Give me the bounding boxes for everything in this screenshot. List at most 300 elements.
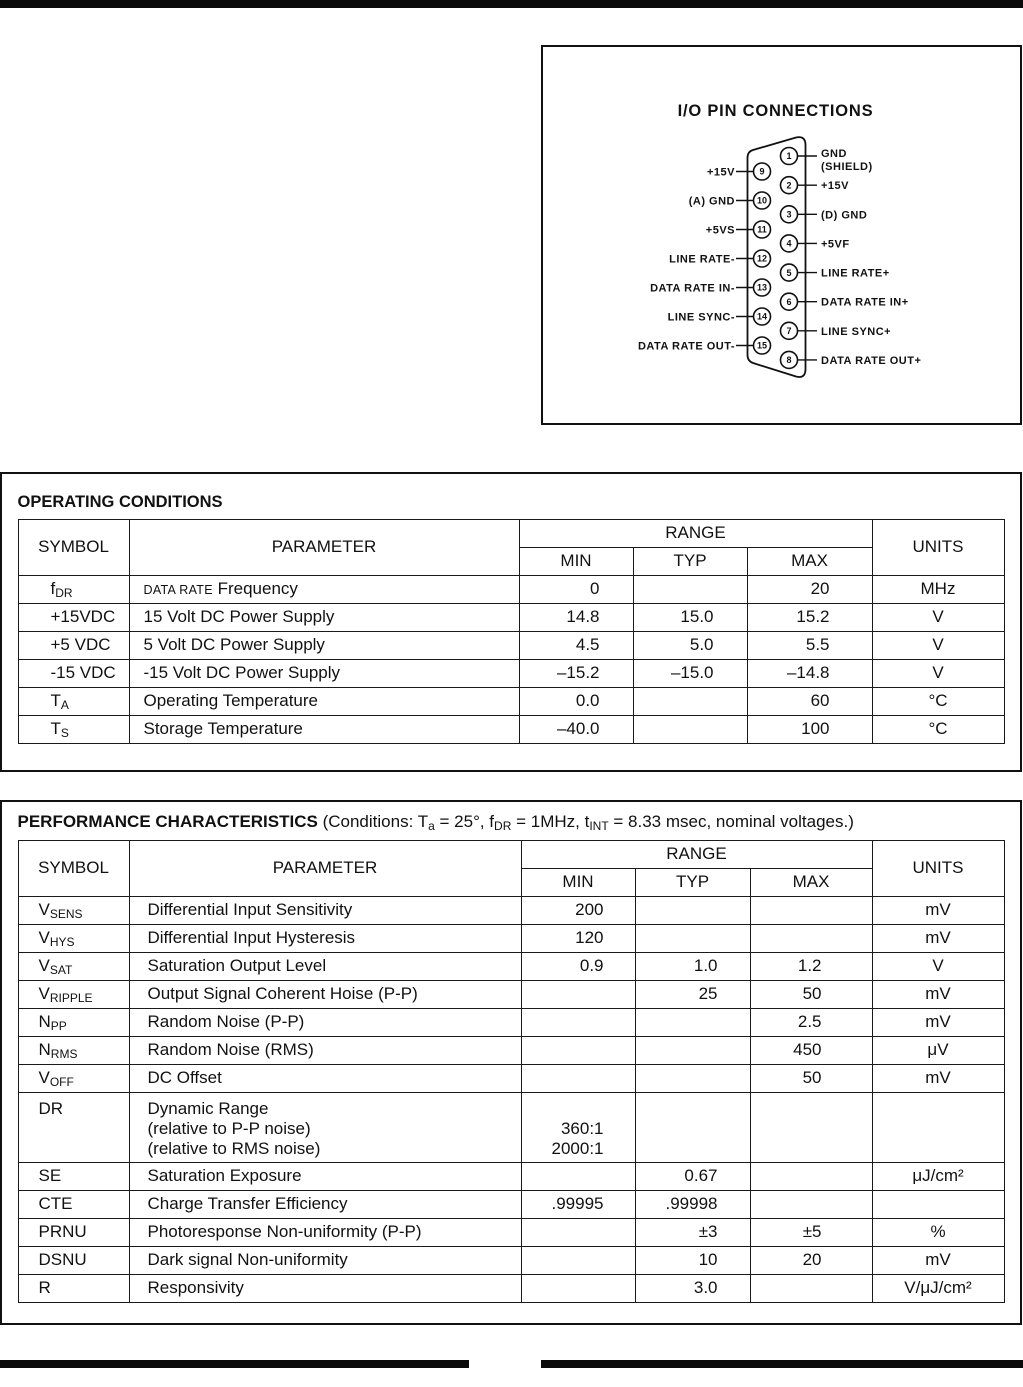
- parameter-cell: [129, 1190, 521, 1218]
- condition-subscript: INT: [589, 818, 609, 833]
- range-header: RANGE: [519, 519, 872, 547]
- symbol-subscript: SAT: [49, 963, 73, 977]
- parameter-text-line: (relative to RMS noise): [147, 1138, 321, 1158]
- pin-15-label: DATA RATE OUT-: [637, 340, 735, 352]
- typ-cell: [633, 659, 747, 687]
- pin-4-label: +5VF: [820, 237, 850, 250]
- max-cell: [750, 1190, 872, 1218]
- units-header: UNITS: [872, 519, 1004, 575]
- typ-value: .99998: [665, 1194, 718, 1213]
- symbol-text: T: [50, 719, 61, 738]
- units-value: V/μJ/cm²: [904, 1278, 972, 1297]
- pin-10-number: 10: [756, 195, 767, 206]
- symbol-text: DSNU: [38, 1250, 87, 1269]
- min-cell: [521, 980, 635, 1008]
- symbol-cell: [18, 1246, 129, 1274]
- pin-2-number: 2: [785, 179, 792, 190]
- typ-cell: [635, 1274, 750, 1302]
- symbol-header: SYMBOL: [18, 840, 129, 896]
- units-value: μJ/cm²: [912, 1166, 964, 1185]
- units-cell: [872, 687, 1004, 715]
- parameter-cell: [129, 1008, 521, 1036]
- units-value: °C: [928, 691, 948, 710]
- symbol-cell: [18, 980, 129, 1008]
- units-cell: [872, 631, 1004, 659]
- units-value: mV: [925, 984, 951, 1003]
- max-cell: [750, 1274, 872, 1302]
- pin-1-number: 1: [785, 150, 792, 161]
- max-cell: [747, 659, 872, 687]
- pin-7-number: 7: [785, 325, 792, 336]
- parameter-cell: [129, 896, 521, 924]
- parameter-text: Saturation Exposure: [147, 1166, 302, 1185]
- max-cell: [747, 687, 872, 715]
- max-cell: [750, 1008, 872, 1036]
- max-cell: [750, 1246, 872, 1274]
- min-value: 0: [590, 579, 600, 598]
- units-cell: [872, 715, 1004, 743]
- parameter-cell: [129, 715, 519, 743]
- parameter-prefix: DATA RATE: [143, 582, 213, 597]
- parameter-cell: [129, 1036, 521, 1064]
- max-cell: [750, 924, 872, 952]
- pin-13-number: 13: [756, 282, 767, 293]
- pin-3-number: 3: [785, 208, 792, 219]
- pin-6-label: DATA RATE IN+: [820, 296, 909, 309]
- symbol-text: V: [38, 984, 50, 1003]
- parameter-cell: [129, 575, 519, 603]
- typ-header: TYP: [635, 868, 750, 896]
- symbol-cell: [18, 631, 129, 659]
- parameter-cell: [129, 980, 521, 1008]
- max-value: 2.5: [797, 1012, 822, 1031]
- table-row: [18, 980, 1004, 1008]
- typ-header: TYP: [633, 547, 747, 575]
- min-cell: [521, 1092, 635, 1162]
- max-header: MAX: [750, 868, 872, 896]
- min-cell: [521, 1008, 635, 1036]
- parameter-cell: [129, 1246, 521, 1274]
- typ-cell: [633, 715, 747, 743]
- min-value-line: 2000:1: [551, 1138, 604, 1158]
- symbol-text: PRNU: [38, 1222, 87, 1241]
- typ-cell: [633, 575, 747, 603]
- typ-value: –15.0: [670, 663, 714, 682]
- symbol-subscript: PP: [50, 1019, 67, 1033]
- max-header: MAX: [747, 547, 872, 575]
- min-value: 4.5: [575, 635, 600, 654]
- pin-1-label: GND: [820, 147, 847, 160]
- pin-5-number: 5: [785, 267, 792, 278]
- units-value: %: [930, 1222, 946, 1241]
- typ-value: 5.0: [689, 635, 714, 654]
- max-cell: [750, 896, 872, 924]
- units-value: V: [932, 635, 944, 654]
- symbol-text: f: [50, 579, 56, 598]
- parameter-cell: [129, 952, 521, 980]
- parameter-text-line: Dynamic Range: [147, 1098, 269, 1118]
- max-value: 50: [802, 984, 822, 1003]
- symbol-cell: [18, 659, 129, 687]
- parameter-text: Differential Input Sensitivity: [147, 900, 353, 919]
- pin-12-number: 12: [756, 253, 767, 264]
- max-cell: [747, 575, 872, 603]
- parameter-cell: [129, 1218, 521, 1246]
- symbol-subscript: DR: [55, 586, 73, 600]
- min-cell: [519, 603, 633, 631]
- symbol-text: V: [38, 928, 50, 947]
- units-value: mV: [925, 900, 951, 919]
- parameter-text: Differential Input Hysteresis: [147, 928, 356, 947]
- performance-heading: [18, 812, 854, 832]
- parameter-cell: [129, 687, 519, 715]
- condition-text: = 8.33 msec, nominal voltages.): [608, 811, 854, 831]
- table-row: [18, 952, 1004, 980]
- parameter-cell: [129, 924, 521, 952]
- symbol-cell: [18, 952, 129, 980]
- min-value: –40.0: [556, 719, 600, 738]
- pin-14-label: LINE SYNC-: [667, 311, 735, 323]
- typ-cell: [635, 1092, 750, 1162]
- parameter-header: PARAMETER: [129, 840, 521, 896]
- symbol-subscript: OFF: [49, 1075, 74, 1089]
- units-cell: [872, 1064, 1004, 1092]
- symbol-cell: [18, 1036, 129, 1064]
- typ-cell: [635, 1190, 750, 1218]
- parameter-text: DC Offset: [147, 1068, 222, 1087]
- condition-subscript: DR: [494, 818, 512, 833]
- symbol-cell: [18, 1218, 129, 1246]
- units-cell: [872, 1218, 1004, 1246]
- symbol-cell: [18, 603, 129, 631]
- parameter-text: Saturation Output Level: [147, 956, 327, 975]
- table-row: [18, 1036, 1004, 1064]
- symbol-cell: [18, 1274, 129, 1302]
- min-cell: [519, 715, 633, 743]
- min-cell: [521, 1246, 635, 1274]
- symbol-text: DR: [38, 1098, 64, 1118]
- min-value: 120: [575, 928, 604, 947]
- min-value: 0.9: [579, 956, 604, 975]
- symbol-subscript: HYS: [49, 935, 75, 949]
- symbol-text: CTE: [38, 1194, 73, 1213]
- top-rule: [0, 0, 1023, 8]
- min-cell: [519, 687, 633, 715]
- table-row: [18, 659, 1004, 687]
- parameter-text: Storage Temperature: [143, 719, 303, 738]
- units-cell: [872, 575, 1004, 603]
- units-value: μV: [927, 1040, 949, 1059]
- symbol-cell: [18, 1064, 129, 1092]
- table-row: [18, 1190, 1004, 1218]
- parameter-text: 15 Volt DC Power Supply: [143, 607, 335, 626]
- pin-13-label: DATA RATE IN-: [649, 282, 735, 294]
- typ-cell: [635, 980, 750, 1008]
- typ-cell: [635, 1246, 750, 1274]
- parameter-cell: [129, 1092, 521, 1162]
- typ-value: 0.67: [684, 1166, 718, 1185]
- parameter-text: Frequency: [212, 578, 298, 598]
- units-value: °C: [928, 719, 948, 738]
- units-value: mV: [925, 1068, 951, 1087]
- typ-value: 1.0: [693, 956, 718, 975]
- symbol-cell: [18, 715, 129, 743]
- parameter-text: Operating Temperature: [143, 691, 319, 710]
- max-value: 20: [810, 579, 830, 598]
- operating-conditions-panel: [0, 472, 1022, 772]
- parameter-cell: [129, 1064, 521, 1092]
- pin-3-label: (D) GND: [820, 208, 867, 221]
- symbol-cell: [18, 1162, 129, 1190]
- min-cell: [521, 1036, 635, 1064]
- max-value: 450: [793, 1040, 822, 1059]
- symbol-subscript: RIPPLE: [49, 991, 93, 1005]
- pin-4-number: 4: [785, 238, 792, 249]
- connector-diagram: [541, 45, 1022, 425]
- pin-connections-title: I/O PIN CONNECTIONS: [677, 101, 873, 120]
- table-row: [18, 1008, 1004, 1036]
- units-cell: [872, 603, 1004, 631]
- parameter-text: Responsivity: [147, 1278, 244, 1297]
- performance-title: PERFORMANCE CHARACTERISTICS: [17, 811, 318, 831]
- bottom-rule-right: [541, 1360, 1023, 1368]
- max-cell: [750, 1092, 872, 1162]
- typ-cell: [633, 631, 747, 659]
- parameter-cell: [129, 603, 519, 631]
- max-cell: [750, 1218, 872, 1246]
- operating-conditions-title: OPERATING CONDITIONS: [17, 492, 223, 511]
- pin-group: [637, 147, 920, 368]
- pin-7-label: LINE SYNC+: [820, 325, 891, 338]
- typ-cell: [633, 687, 747, 715]
- parameter-text: -15 Volt DC Power Supply: [143, 663, 341, 682]
- max-cell: [750, 980, 872, 1008]
- pin-5-label: LINE RATE+: [820, 267, 890, 280]
- table-row: [18, 631, 1004, 659]
- max-value: 1.2: [797, 956, 822, 975]
- parameter-cell: [129, 1274, 521, 1302]
- symbol-cell: [18, 896, 129, 924]
- typ-cell: [635, 1008, 750, 1036]
- symbol-text: R: [38, 1278, 51, 1297]
- max-cell: [747, 603, 872, 631]
- typ-value: 3.0: [693, 1278, 718, 1297]
- parameter-cell: [129, 1162, 521, 1190]
- units-cell: [872, 1162, 1004, 1190]
- symbol-text: -15 VDC: [50, 663, 116, 682]
- max-cell: [747, 631, 872, 659]
- units-value: V: [932, 607, 944, 626]
- table-row: [18, 1064, 1004, 1092]
- pin-8-label: DATA RATE OUT+: [820, 354, 921, 367]
- pin-11-label: +5VS: [705, 224, 735, 236]
- symbol-text: SE: [38, 1166, 62, 1185]
- min-value-line: 360:1: [560, 1118, 604, 1138]
- units-value: mV: [925, 1012, 951, 1031]
- min-header: MIN: [521, 868, 635, 896]
- symbol-text: V: [38, 1068, 50, 1087]
- units-cell: [872, 952, 1004, 980]
- symbol-cell: [18, 687, 129, 715]
- max-value: –14.8: [786, 663, 830, 682]
- symbol-subscript: S: [60, 726, 69, 740]
- table-row: [18, 1246, 1004, 1274]
- condition-text: = 25°, f: [434, 811, 495, 831]
- symbol-cell: [18, 575, 129, 603]
- max-value: 20: [802, 1250, 822, 1269]
- parameter-text: Dark signal Non-uniformity: [147, 1250, 348, 1269]
- pin-1-label-line2: (SHIELD): [820, 160, 873, 173]
- max-cell: [747, 715, 872, 743]
- pin-2-label: +15V: [820, 179, 849, 192]
- symbol-subscript: SENS: [49, 907, 83, 921]
- units-cell: [872, 1036, 1004, 1064]
- min-cell: [521, 1190, 635, 1218]
- typ-value: 15.0: [680, 607, 714, 626]
- symbol-text: N: [38, 1012, 51, 1031]
- typ-cell: [635, 1162, 750, 1190]
- table-row: [18, 575, 1004, 603]
- pin-9-number: 9: [758, 166, 765, 177]
- symbol-header: SYMBOL: [18, 519, 129, 575]
- units-cell: [872, 1246, 1004, 1274]
- pin-8-number: 8: [785, 354, 792, 365]
- range-header: RANGE: [521, 840, 872, 868]
- symbol-cell: [18, 1008, 129, 1036]
- units-cell: [872, 659, 1004, 687]
- parameter-text: 5 Volt DC Power Supply: [143, 635, 325, 654]
- table-row: [18, 924, 1004, 952]
- typ-cell: [635, 952, 750, 980]
- symbol-text: V: [38, 956, 50, 975]
- typ-value: 25: [698, 984, 718, 1003]
- parameter-text-line: (relative to P-P noise): [147, 1118, 311, 1138]
- units-cell: [872, 924, 1004, 952]
- units-value: MHz: [920, 579, 956, 598]
- typ-cell: [635, 924, 750, 952]
- parameter-text: Random Noise (RMS): [147, 1040, 314, 1059]
- symbol-subscript: RMS: [50, 1047, 78, 1061]
- symbol-text: T: [50, 691, 61, 710]
- min-cell: [521, 1064, 635, 1092]
- units-cell: [872, 1092, 1004, 1162]
- parameter-cell: [129, 631, 519, 659]
- performance-characteristics-table: [18, 840, 1005, 1303]
- parameter-text: Charge Transfer Efficiency: [147, 1194, 348, 1213]
- min-header: MIN: [519, 547, 633, 575]
- units-cell: [872, 1008, 1004, 1036]
- parameter-cell: [129, 659, 519, 687]
- min-value-line: [522, 1099, 604, 1119]
- pin-14-number: 14: [756, 311, 767, 322]
- condition-subscript: a: [428, 818, 435, 833]
- condition-text: (Conditions: T: [322, 811, 429, 831]
- min-cell: [521, 924, 635, 952]
- max-cell: [750, 1162, 872, 1190]
- pin-6-number: 6: [785, 296, 792, 307]
- min-value: –15.2: [556, 663, 600, 682]
- table-row: [18, 1218, 1004, 1246]
- condition-text: = 1MHz, t: [511, 811, 590, 831]
- min-cell: [521, 1162, 635, 1190]
- table-row: [18, 1092, 1004, 1162]
- max-cell: [750, 1064, 872, 1092]
- min-value: 0.0: [575, 691, 600, 710]
- test-conditions: [323, 812, 854, 831]
- units-cell: [872, 1274, 1004, 1302]
- typ-cell: [635, 1064, 750, 1092]
- min-value: 14.8: [566, 607, 600, 626]
- pin-9-label: +15V: [706, 166, 735, 178]
- bottom-rule-left: [0, 1360, 469, 1368]
- typ-cell: [633, 603, 747, 631]
- typ-value: ±3: [698, 1222, 718, 1241]
- performance-characteristics-panel: [0, 800, 1022, 1325]
- max-value: 50: [802, 1068, 822, 1087]
- typ-cell: [635, 1218, 750, 1246]
- table-row: [18, 603, 1004, 631]
- typ-cell: [635, 1036, 750, 1064]
- min-cell: [519, 631, 633, 659]
- min-value: .99995: [551, 1194, 604, 1213]
- units-cell: [872, 980, 1004, 1008]
- symbol-text: +5 VDC: [50, 635, 111, 654]
- units-header: UNITS: [872, 840, 1004, 896]
- units-value: V: [932, 663, 944, 682]
- table-row: [18, 687, 1004, 715]
- pin-connections-panel: [541, 45, 1022, 425]
- min-cell: [521, 1274, 635, 1302]
- parameter-text: Output Signal Coherent Hoise (P-P): [147, 984, 418, 1003]
- max-value: ±5: [802, 1222, 822, 1241]
- max-value: 60: [810, 691, 830, 710]
- table-row: [18, 715, 1004, 743]
- max-cell: [750, 952, 872, 980]
- symbol-cell: [18, 1190, 129, 1218]
- units-value: V: [932, 956, 944, 975]
- pin-10-label: (A) GND: [688, 195, 735, 207]
- parameter-header: PARAMETER: [129, 519, 519, 575]
- min-cell: [521, 896, 635, 924]
- units-cell: [872, 896, 1004, 924]
- pin-12-label: LINE RATE-: [668, 253, 735, 265]
- table-row: [18, 1162, 1004, 1190]
- min-cell: [521, 1218, 635, 1246]
- max-value: 15.2: [796, 607, 830, 626]
- table-row: [18, 1274, 1004, 1302]
- max-cell: [750, 1036, 872, 1064]
- min-cell: [519, 659, 633, 687]
- units-cell: [872, 1190, 1004, 1218]
- symbol-text: V: [38, 900, 50, 919]
- min-value: 200: [575, 900, 604, 919]
- table-row: [18, 896, 1004, 924]
- min-cell: [521, 952, 635, 980]
- min-cell: [519, 575, 633, 603]
- symbol-text: N: [38, 1040, 51, 1059]
- symbol-text: +15VDC: [50, 607, 116, 626]
- operating-conditions-table: [18, 519, 1005, 744]
- symbol-cell: [18, 1092, 129, 1162]
- units-value: mV: [925, 1250, 951, 1269]
- parameter-text: Photoresponse Non-uniformity (P-P): [147, 1222, 422, 1241]
- symbol-subscript: A: [60, 698, 69, 712]
- typ-cell: [635, 896, 750, 924]
- pin-11-number: 11: [756, 224, 767, 235]
- max-value: 100: [801, 719, 830, 738]
- max-value: 5.5: [805, 635, 830, 654]
- parameter-text: Random Noise (P-P): [147, 1012, 305, 1031]
